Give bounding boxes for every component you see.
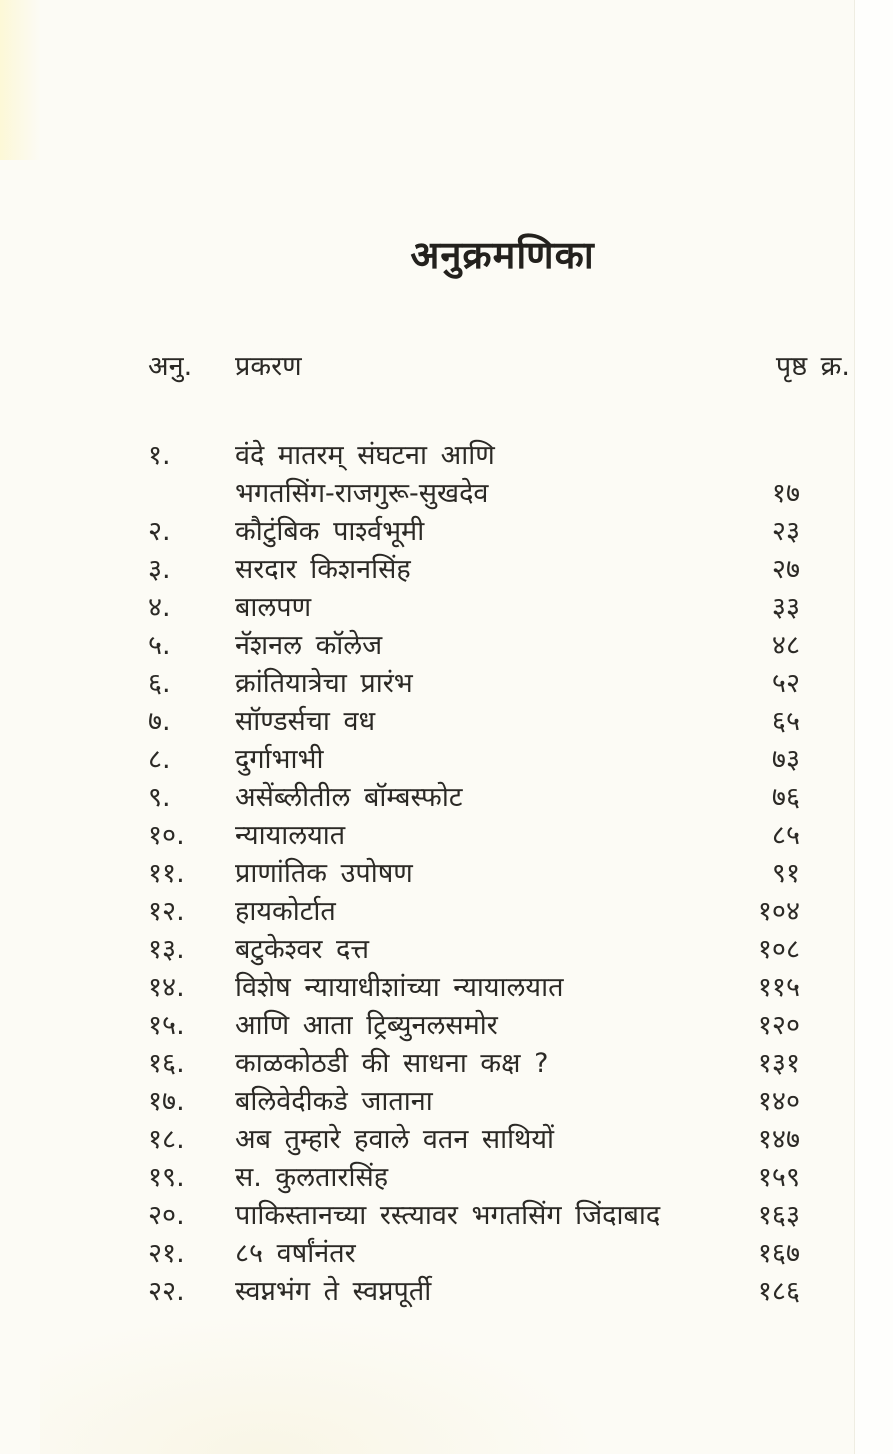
entry-page: १४७ xyxy=(757,1124,800,1155)
entry-number: २२. xyxy=(148,1276,185,1307)
entry-title: पाकिस्तानच्या रस्त्यावर भगतसिंग जिंदाबाद xyxy=(235,1200,661,1231)
entry-page: १०८ xyxy=(757,934,800,965)
entry-number: १. xyxy=(148,440,171,471)
entry-page: १५९ xyxy=(757,1162,800,1193)
toc-header-row xyxy=(148,348,850,386)
entry-number: १९. xyxy=(148,1162,185,1193)
entry-title: सरदार किशनसिंह xyxy=(235,554,411,585)
entry-page: १८६ xyxy=(757,1276,800,1307)
entry-page: २३ xyxy=(771,516,800,547)
entry-title: न्यायालयात xyxy=(235,820,346,851)
entry-title: वंदे मातरम् संघटना आणि xyxy=(235,440,495,471)
toc-entry xyxy=(148,779,800,817)
toc-entry xyxy=(148,589,800,627)
entry-title: अब तुम्हारे हवाले वतन साथियों xyxy=(235,1124,555,1155)
entry-page: ११५ xyxy=(757,972,800,1003)
toc-entry xyxy=(148,741,800,779)
entry-title: स. कुलतारसिंह xyxy=(235,1162,389,1193)
entry-page: १२० xyxy=(757,1010,800,1041)
entry-number: ४. xyxy=(148,592,171,623)
entry-title: बलिवेदीकडे जाताना xyxy=(235,1086,433,1117)
toc-entry xyxy=(148,1159,800,1197)
toc-entry xyxy=(148,1235,800,1273)
entry-number: ९. xyxy=(148,782,171,813)
toc-entry xyxy=(148,627,800,665)
entry-page: ३३ xyxy=(771,592,800,623)
entry-number: ८. xyxy=(148,744,171,775)
entry-title: बालपण xyxy=(235,592,312,623)
entry-title: स्वप्नभंग ते स्वप्नपूर्ती xyxy=(235,1276,432,1307)
toc-entry xyxy=(148,665,800,703)
entry-number: १७. xyxy=(148,1086,185,1117)
entry-title: क्रांतियात्रेचा प्रारंभ xyxy=(235,668,413,699)
entry-number: २०. xyxy=(148,1200,185,1231)
scan-page-edge xyxy=(854,0,893,1454)
entry-page: २७ xyxy=(771,554,800,585)
toc-list xyxy=(148,437,800,1311)
toc-entry xyxy=(148,513,800,551)
entry-page: ८५ xyxy=(771,820,800,851)
entry-title: नॅशनल कॉलेज xyxy=(235,630,383,661)
entry-title: बटुकेश्वर दत्त xyxy=(235,934,370,965)
entry-title: काळकोठडी की साधना कक्ष ? xyxy=(235,1048,549,1079)
entry-page: ७६ xyxy=(771,782,800,813)
entry-page: १४० xyxy=(757,1086,800,1117)
entry-title: विशेष न्यायाधीशांच्या न्यायालयात xyxy=(235,972,564,1003)
entry-page: १०४ xyxy=(757,896,800,927)
toc-entry xyxy=(148,1045,800,1083)
toc-entry xyxy=(148,969,800,1007)
entry-title: प्राणांतिक उपोषण xyxy=(235,858,413,889)
entry-number: १५. xyxy=(148,1010,185,1041)
entry-number: १०. xyxy=(148,820,185,851)
entry-page: १७ xyxy=(771,478,800,509)
toc-entry xyxy=(148,475,800,513)
toc-entry xyxy=(148,893,800,931)
toc-entry xyxy=(148,703,800,741)
header-page-label: पृष्ठ क्र. xyxy=(775,351,850,382)
scan-corner-blotch xyxy=(40,1314,600,1454)
header-serial-label: अनु. xyxy=(148,351,193,382)
entry-page: ७३ xyxy=(771,744,800,775)
entry-number: २. xyxy=(148,516,171,547)
entry-number: १८. xyxy=(148,1124,185,1155)
entry-title: ८५ वर्षांनंतर xyxy=(235,1238,356,1269)
entry-page: १६३ xyxy=(757,1200,800,1231)
header-chapter-label: प्रकरण xyxy=(235,351,302,382)
entry-page: ४८ xyxy=(771,630,800,661)
entry-title: आणि आता ट्रिब्युनलसमोर xyxy=(235,1010,498,1041)
entry-number: ३. xyxy=(148,554,171,585)
toc-entry xyxy=(148,437,800,475)
toc-entry xyxy=(148,817,800,855)
entry-page: १३१ xyxy=(757,1048,800,1079)
entry-number: १२. xyxy=(148,896,185,927)
entry-page: ५२ xyxy=(771,668,800,699)
entry-title: भगतसिंग-राजगुरू-सुखदेव xyxy=(235,478,489,509)
toc-entry xyxy=(148,931,800,969)
entry-number: ६. xyxy=(148,668,171,699)
entry-page: ९१ xyxy=(771,858,800,889)
entry-number: १४. xyxy=(148,972,185,1003)
entry-title: हायकोर्टात xyxy=(235,896,336,927)
page-title: अनुक्रमणिका xyxy=(410,233,595,277)
entry-number: ११. xyxy=(148,858,185,889)
entry-title: सॉण्डर्सचा वध xyxy=(235,706,376,737)
toc-entry xyxy=(148,855,800,893)
toc-entry xyxy=(148,1083,800,1121)
toc-entry xyxy=(148,1273,800,1311)
entry-number: २१. xyxy=(148,1238,185,1269)
entry-title: दुर्गाभाभी xyxy=(235,744,324,775)
entry-number: १३. xyxy=(148,934,185,965)
entry-number: १६. xyxy=(148,1048,185,1079)
scan-edge-smudge xyxy=(0,0,48,160)
entry-number: ७. xyxy=(148,706,171,737)
entry-page: १६७ xyxy=(757,1238,800,1269)
toc-entry xyxy=(148,551,800,589)
toc-entry xyxy=(148,1121,800,1159)
entry-page: ६५ xyxy=(771,706,800,737)
entry-title: कौटुंबिक पार्श्वभूमी xyxy=(235,516,425,547)
toc-entry xyxy=(148,1197,800,1235)
entry-number: ५. xyxy=(148,630,171,661)
entry-title: असेंब्लीतील बॉम्बस्फोट xyxy=(235,782,463,813)
toc-entry xyxy=(148,1007,800,1045)
